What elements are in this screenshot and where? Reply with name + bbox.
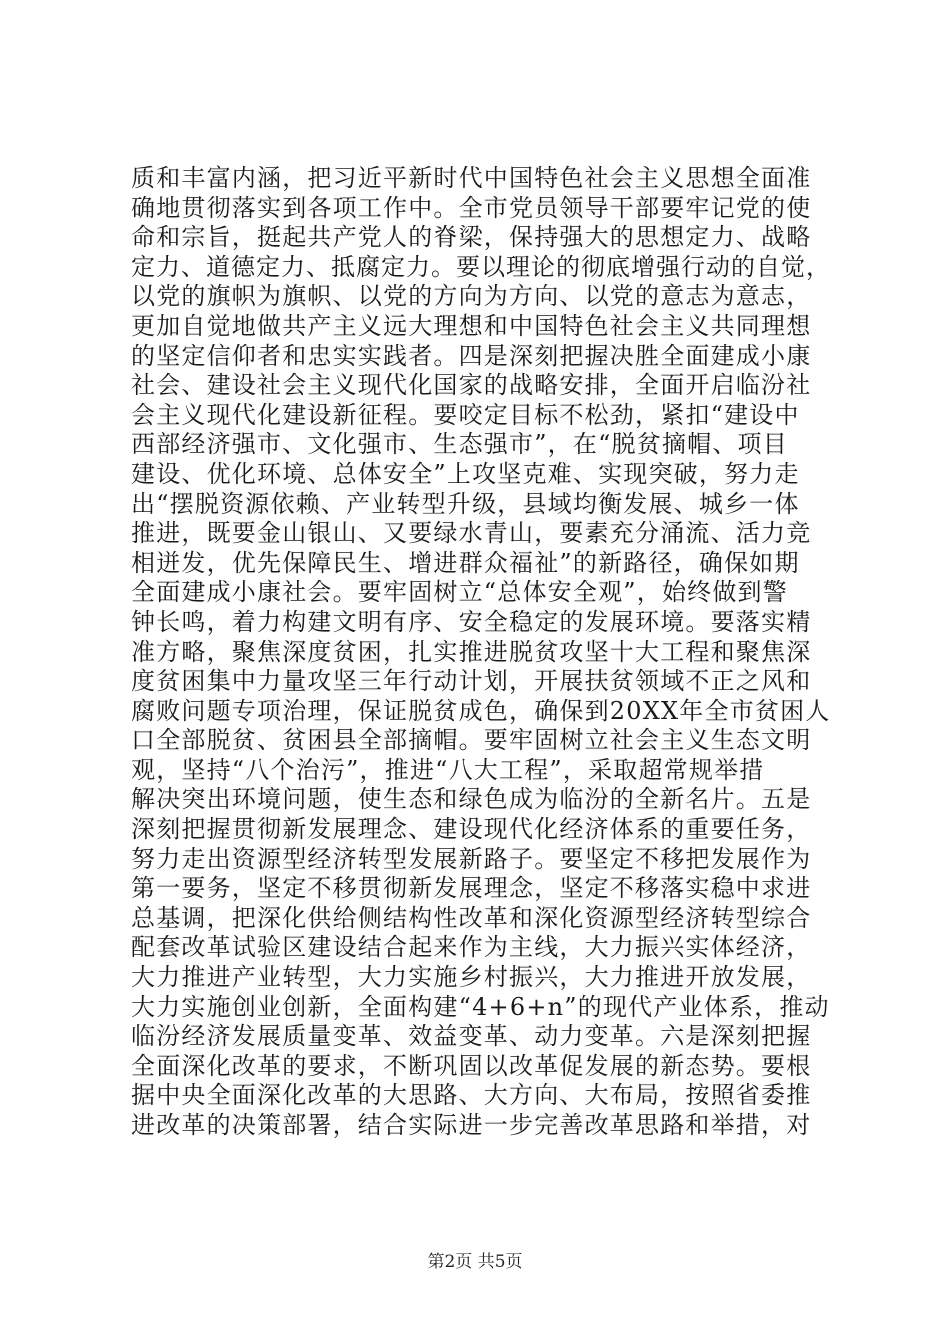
text-line: 全面建成小康社会。要牢固树立“总体安全观”，始终做到警: [131, 578, 788, 607]
text-line: 深刻把握贯彻新发展理念、建设现代化经济体系的重要任务，: [131, 815, 812, 844]
text-line: 努力走出资源型经济转型发展新路子。要坚定不移把发展作为: [131, 844, 812, 873]
text-line: 出“摆脱资源依赖、产业转型升级，县域均衡发展、城乡一体: [131, 489, 800, 518]
text-line: 大力实施创业创新，全面构建“4+6+n”的现代产业体系，推动: [131, 992, 830, 1021]
text-line: 大力推进产业转型，大力实施乡村振兴，大力推进开放发展，: [131, 963, 812, 992]
text-line: 建设、优化环境、总体安全”上攻坚克难、实现突破，努力走: [131, 459, 800, 488]
text-line: 腐败问题专项治理，保证脱贫成色，确保到20XX年全市贫困人: [131, 696, 831, 725]
text-line: 全面深化改革的要求，不断巩固以改革促发展的新态势。要根: [131, 1051, 812, 1080]
text-line: 临汾经济发展质量变革、效益变革、动力变革。六是深刻把握: [131, 1022, 812, 1051]
text-line: 配套改革试验区建设结合起来作为主线，大力振兴实体经济，: [131, 933, 812, 962]
text-line: 度贫困集中力量攻坚三年行动计划，开展扶贫领域不正之风和: [131, 667, 812, 696]
text-line: 观，坚持“八个治污”，推进“八大工程”，采取超常规举措: [131, 755, 765, 784]
text-line: 总基调，把深化供给侧结构性改革和深化资源型经济转型综合: [131, 903, 812, 932]
text-line: 钟长鸣，着力构建文明有序、安全稳定的发展环境。要落实精: [131, 607, 812, 636]
text-line: 会主义现代化建设新征程。要咬定目标不松劲，紧扣“建设中: [131, 400, 800, 429]
text-line: 相迸发，优先保障民生、增进群众福祉”的新路径，确保如期: [131, 548, 800, 577]
text-line: 更加自觉地做共产主义远大理想和中国特色社会主义共同理想: [131, 311, 812, 340]
text-line: 据中央全面深化改革的大思路、大方向、大布局，按照省委推: [131, 1081, 812, 1110]
text-line: 定力、道德定力、抵腐定力。要以理论的彻底增强行动的自觉，: [131, 252, 831, 281]
text-line: 质和丰富内涵，把习近平新时代中国特色社会主义思想全面准: [131, 164, 812, 192]
text-line: 社会、建设社会主义现代化国家的战略安排，全面开启临汾社: [131, 371, 812, 400]
document-body: [131, 164, 831, 1141]
text-line: 解决突出环境问题，使生态和绿色成为临汾的全新名片。五是: [131, 785, 812, 814]
text-line: 以党的旗帜为旗帜、以党的方向为方向、以党的意志为意志，: [131, 282, 812, 311]
text-line: 推进，既要金山银山、又要绿水青山，要素充分涌流、活力竞: [131, 519, 812, 548]
text-line: 准方略，聚焦深度贫困，扎实推进脱贫攻坚十大工程和聚焦深: [131, 637, 812, 666]
text-line: 命和宗旨，挺起共产党人的脊梁，保持强大的思想定力、战略: [131, 223, 812, 252]
text-line: 确地贯彻落实到各项工作中。全市党员领导干部要牢记党的使: [131, 193, 812, 222]
text-line: 的坚定信仰者和忠实实践者。四是深刻把握决胜全面建成小康: [131, 341, 812, 370]
page-footer: 第2页 共5页: [427, 1252, 523, 1272]
text-line: 西部经济强市、文化强市、生态强市”，在“脱贫摘帽、项目: [131, 430, 788, 459]
text-line: 第一要务，坚定不移贯彻新发展理念，坚定不移落实稳中求进: [131, 874, 812, 903]
text-line: 口全部脱贫、贫困县全部摘帽。要牢固树立社会主义生态文明: [131, 726, 812, 755]
text-line: 进改革的决策部署，结合实际进一步完善改革思路和举措，对: [131, 1111, 812, 1139]
